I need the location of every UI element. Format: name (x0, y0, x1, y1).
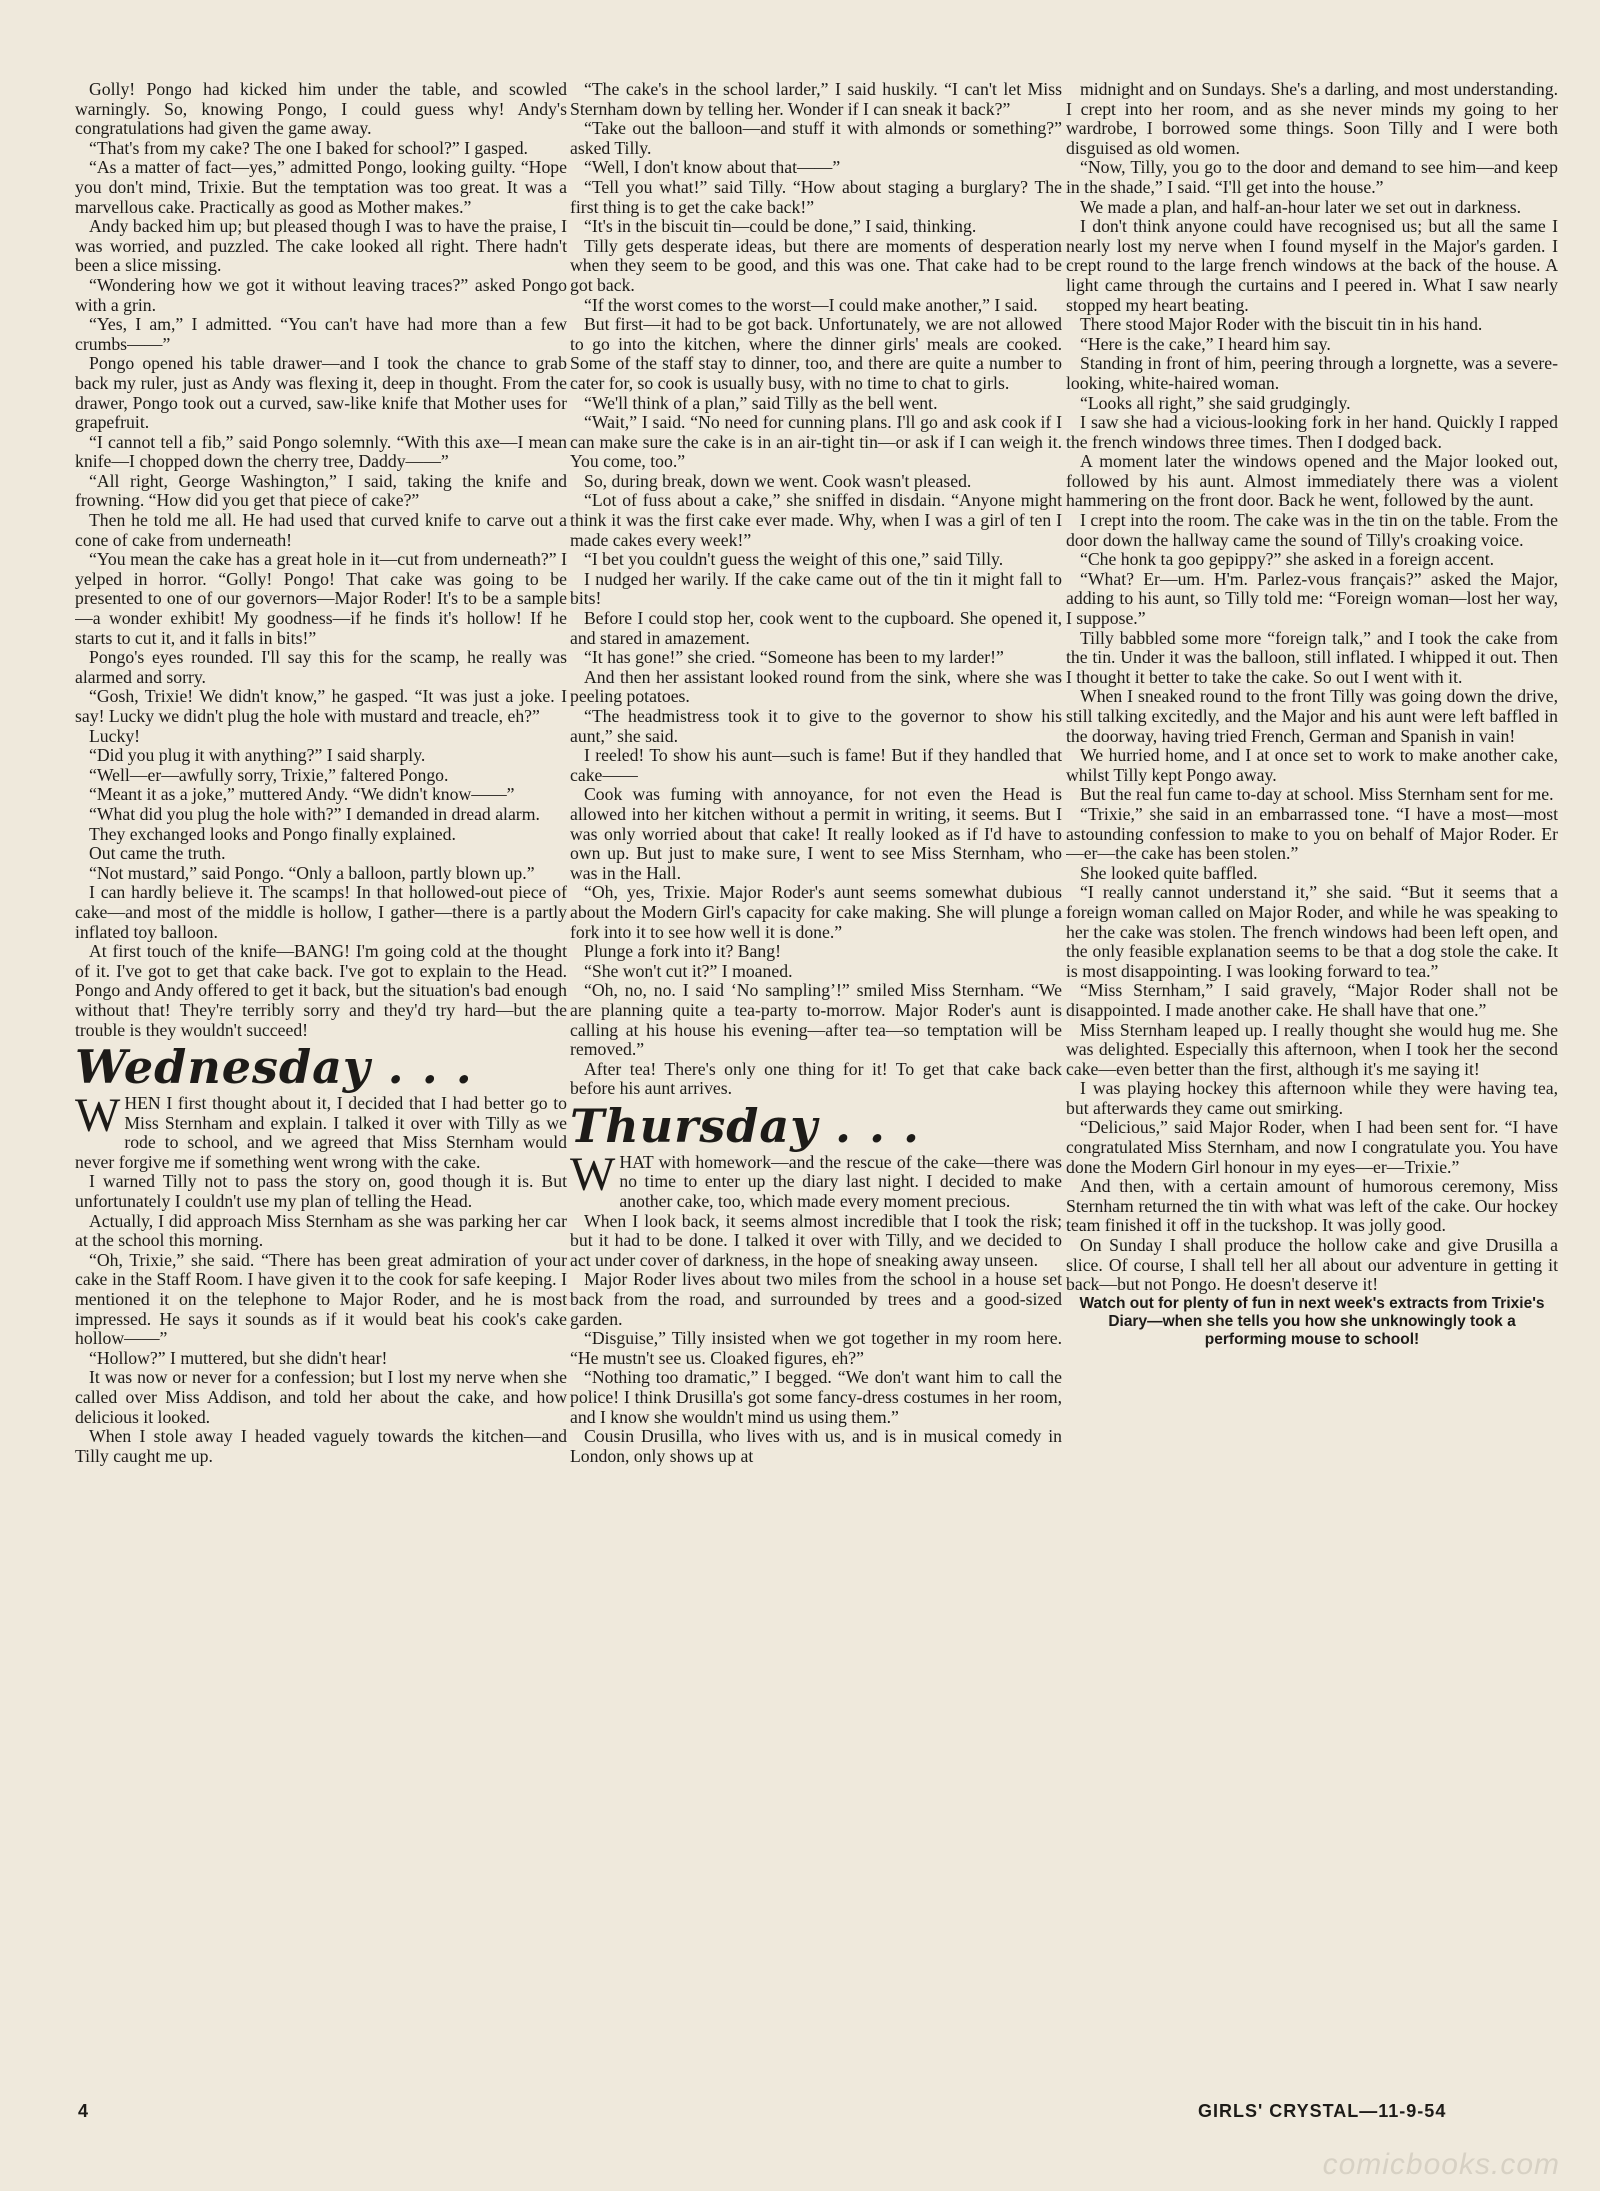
column-1-story (75, 80, 567, 1040)
column-3-story (1066, 80, 1558, 1295)
story-paragraph: “Looks all right,” she said grudgingly. (1080, 392, 1351, 413)
story-paragraph: “Here is the cake,” I heard him say. (1080, 333, 1331, 354)
story-paragraph: After tea! There's only one thing for it! To get that cake back before his aunt arrives. (570, 1058, 1062, 1099)
story-paragraph: “What? Er—um. H'm. Parlez-vous français?” asked the Major, adding to his aunt, so Tilly told me: “Foreign woman—lost her way, I suppose.” (1066, 568, 1558, 629)
story-paragraph: I reeled! To show his aunt—such is fame! But if they handled that cake—— (570, 745, 1062, 785)
story-paragraph: Major Roder lives about two miles from the school in a house set back from the road, and surrounded by trees and a good-sized garden. (570, 1269, 1062, 1329)
story-paragraph: “She won't cut it?” I moaned. (584, 960, 793, 981)
story-paragraph: It was now or never for a confession; but I lost my nerve when she called over Miss Addison, and told her about the cake, and how delicious it looked. (75, 1367, 567, 1427)
story-paragraph: Pongo opened his table drawer—and I took the chance to grab back my ruler, just as Andy was flexing it, deep in thought. From the drawer, Pongo took out a curved, saw-like knife that Mother uses for grapefruit. (75, 353, 567, 433)
column-2-story (570, 80, 1062, 1099)
story-paragraph: “Take out the balloon—and stuff it with almonds or something?” asked Tilly. (570, 118, 1062, 158)
story-paragraph: “It's in the biscuit tin—could be done,” I said, thinking. (584, 216, 977, 237)
story-paragraph: “We'll think of a plan,” said Tilly as the bell went. (584, 392, 938, 413)
story-paragraph: But first—it had to be got back. Unfortunately, we are not allowed to go into the kitchen, where the dinner girls' meals are cooked. Some of the staff stay to dinner, too, and there are quite a number to cater for, so cook is usually busy, with no time to chat to girls. (570, 314, 1062, 393)
story-paragraph: “I cannot tell a fib,” said Pongo solemnly. “With this axe—I mean knife—I chopped down the cherry tree, Daddy——” (75, 431, 567, 472)
story-paragraph: A moment later the windows opened and the Major looked out, followed by his aunt. Almost immediately there was a violent hammering on the front door. Back he went, followed by the aunt. (1066, 451, 1558, 511)
story-paragraph: “You mean the cake has a great hole in it—cut from underneath?” I yelped in horror. “Golly! Pongo! That cake was going to be presented to one of our governors—Major Roder! It's to be a sample—a wonder exhibit! My goodness—if he finds it's hollow! If he starts to cut it, and it falls in bits!” (75, 549, 567, 648)
story-paragraph: “Che honk ta goo gepippy?” she asked in a foreign accent. (1080, 549, 1495, 570)
story-paragraph: “The headmistress took it to give to the governor to show his aunt,” she said. (570, 706, 1062, 746)
story-paragraph: Before I could stop her, cook went to the cupboard. She opened it, and stared in amazement. (570, 608, 1062, 648)
story-paragraph: “The cake's in the school larder,” I said huskily. “I can't let Miss Sternham down by telling her. Wonder if I can sneak it back?” (570, 80, 1062, 119)
story-paragraph: Tilly gets desperate ideas, but there are moments of desperation when they seem to be good, and this was one. That cake had to be got back. (570, 235, 1062, 295)
story-paragraph: “As a matter of fact—yes,” admitted Pongo, looking guilty. “Hope you don't mind, Trixie. But the temptation was too great. It was a marvellous cake. Practically as good as Mother makes.” (75, 157, 567, 217)
story-paragraph: Plunge a fork into it? Bang! (584, 941, 781, 962)
story-paragraph: “It has gone!” she cried. “Someone has been to my larder!” (584, 647, 1004, 668)
story-paragraph: “Gosh, Trixie! We didn't know,” he gasped. “It was just a joke. I say! Lucky we didn't plug the hole with mustard and treacle, eh?” (75, 686, 567, 726)
story-paragraph: Out came the truth. (89, 843, 226, 864)
story-paragraph: And then, with a certain amount of humorous ceremony, Miss Sternham returned the tin with what was left of the cake. Our hockey team finished it off in the tuckshop. It was jolly good. (1066, 1176, 1558, 1236)
story-paragraph: midnight and on Sundays. She's a darling, and most understanding. I crept into her room, and as she never minds my going to her wardrobe, I borrowed some things. Soon Tilly and I were both disguised as old women. (1066, 80, 1558, 158)
story-paragraph: “Not mustard,” said Pongo. “Only a balloon, partly blown up.” (89, 862, 535, 883)
story-paragraph: She looked quite baffled. (1080, 862, 1258, 883)
column-3 (1066, 80, 1558, 2090)
story-paragraph: When I stole away I headed vaguely towards the kitchen—and Tilly caught me up. (75, 1426, 567, 1466)
story-paragraph: “Yes, I am,” I admitted. “You can't have had more than a few crumbs——” (75, 314, 567, 354)
heading-wednesday: Wednesday . . . (75, 1040, 473, 1095)
story-paragraph: “Wait,” I said. “No need for cunning plans. I'll go and ask cook if I can make sure the cake is in an air-tight tin—or ask if I can weigh it. You come, too.” (570, 412, 1062, 472)
story-paragraph: There stood Major Roder with the biscuit tin in his hand. (1080, 314, 1483, 335)
story-paragraph: I saw she had a vicious-looking fork in her hand. Quickly I rapped the french windows three times. Then I dodged back. (1066, 412, 1558, 452)
story-paragraph: “Now, Tilly, you go to the door and demand to see him—and keep in the shade,” I said. “I'll get into the house.” (1066, 157, 1558, 197)
story-paragraph: I warned Tilly not to pass the story on, good though it is. But unfortunately I couldn't use my plan of telling the Head. (75, 1171, 567, 1212)
story-paragraph: On Sunday I shall produce the hollow cake and give Drusilla a slice. Of course, I shall tell her all about our adventure in getting it back—but not Pongo. He doesn't deserve it! (1066, 1235, 1558, 1295)
story-paragraph: I nudged her warily. If the cake came out of the tin it might fall to bits! (570, 568, 1062, 609)
story-paragraph: Andy backed him up; but pleased though I was to have the praise, I was worried, and puzzled. The cake looked all right. There hadn't been a slice missing. (75, 216, 567, 276)
story-paragraph: Actually, I did approach Miss Sternham as she was parking her car at the school this morning. (75, 1210, 567, 1251)
story-paragraph: “Wondering how we got it without leaving traces?” asked Pongo with a grin. (75, 274, 567, 315)
site-watermark: comicbooks.com (1322, 2148, 1560, 2181)
story-paragraph: “Meant it as a joke,” muttered Andy. “We didn't know——” (89, 784, 515, 805)
heading-thursday: Thursday . . . (570, 1098, 921, 1153)
story-paragraph: Golly! Pongo had kicked him under the table, and scowled warningly. So, knowing Pongo, I could guess why! Andy's congratulations had given the game away. (75, 80, 567, 139)
column-2 (570, 80, 1062, 2090)
column-1 (75, 80, 567, 2090)
story-paragraph: “I really cannot understand it,” she said. “But it seems that a foreign woman called on Major Roder, and while he was speaking to her the cake was stolen. The french windows had been left open, and the only feasible explanation seems to be that a dog stole the cake. It is most disappointing. I was looking forward to tea.” (1066, 882, 1558, 981)
story-paragraph: Lucky! (89, 725, 141, 746)
story-paragraph: “Trixie,” she said in an embarrassed tone. “I have a most—most astounding confession to make to you on behalf of Major Roder. Er—er—the cake has been stolen.” (1066, 803, 1558, 864)
story-paragraph: And then her assistant looked round from the sink, where she was peeling potatoes. (570, 666, 1062, 707)
story-paragraph: When I sneaked round to the front Tilly was going down the drive, still talking excitedly, and the Major and his aunt were left baffled in the doorway, having tried French, German and Spanish in vain! (1066, 686, 1558, 746)
story-paragraph: WHAT with homework—and the rescue of the cake—there was no time to enter up the diary last night. I decided to make another cake, too, which made every moment precious. (570, 1147, 1062, 1212)
story-paragraph: So, during break, down we went. Cook wasn't pleased. (584, 470, 972, 491)
story-paragraph: I crept into the room. The cake was in the tin on the table. From the door down the hallway came the sound of Tilly's croaking voice. (1066, 510, 1558, 550)
story-paragraph: I don't think anyone could have recognised us; but all the same I nearly lost my nerve when I found myself in the Major's garden. I crept round to the large french windows at the back of the house. A light came through the curtains and I peered in. What I saw nearly stopped my heart beating. (1066, 216, 1558, 315)
story-paragraph: At first touch of the knife—BANG! I'm going cold at the thought of it. I've got to get that cake back. I've got to explain to the Head. Pongo and Andy offered to get it back, but the situation's bad enough without that! They're terribly sorry and they'd try hard—but the trouble is they wouldn't succeed! (75, 941, 567, 1040)
story-paragraph: We hurried home, and I at once set to work to make another cake, whilst Tilly kept Pongo away. (1066, 745, 1558, 785)
story-paragraph: When I look back, it seems almost incredible that I took the risk; but it had to be done. I talked it over with Tilly, and we decided to act under cover of darkness, in the hope of sneaking away unseen. (570, 1210, 1062, 1270)
story-paragraph: “Hollow?” I muttered, but she didn't hear! (89, 1347, 388, 1368)
next-week-promo: Watch out for plenty of fun in next week's extracts from Trixie's Diary—when she tells you how she unknowingly took a performing mouse to school! (1079, 1294, 1545, 1348)
story-paragraph: “Oh, no, no. I said ‘No sampling’!” smiled Miss Sternham. “We are planning quite a tea-party to-morrow. Major Roder's aunt is calling at his house his evening—after tea—so temptation will be removed.” (570, 980, 1062, 1060)
story-paragraph: Cook was fuming with annoyance, for not even the Head is allowed into her kitchen without a permit in writing, it seems. But I was only worried about that cake! It really looked as if I'd have to own up. But just to make sure, I went to see Miss Sternham, who was in the Hall. (570, 784, 1062, 883)
story-paragraph: “If the worst comes to the worst—I could make another,” I said. (584, 294, 1038, 315)
story-paragraph: Standing in front of him, peering through a lorgnette, was a severe-looking, white-haired woman. (1066, 353, 1558, 393)
story-paragraph: “Miss Sternham,” I said gravely, “Major Roder shall not be disappointed. I made another cake. He shall have that one.” (1066, 980, 1558, 1020)
story-paragraph: But the real fun came to-day at school. Miss Sternham sent for me. (1080, 784, 1554, 805)
story-paragraph: “Delicious,” said Major Roder, when I had been sent for. “I have congratulated Miss Sternham, and now I congratulate you. You have done the Modern Girl honour in my eyes—er—Trixie.” (1066, 1117, 1558, 1177)
story-paragraph: They exchanged looks and Pongo finally explained. (89, 823, 456, 844)
page-number: 4 (78, 2101, 89, 2121)
story-paragraph: Cousin Drusilla, who lives with us, and is in musical comedy in London, only shows up at (570, 1426, 1062, 1466)
story-paragraph: “Tell you what!” said Tilly. “How about staging a burglary? The first thing is to get the cake back!” (570, 176, 1062, 217)
story-paragraph: I was playing hockey this afternoon while they were having tea, but afterwards they came out smirking. (1066, 1078, 1558, 1118)
story-paragraph: “Did you plug it with anything?” I said sharply. (89, 745, 426, 766)
magazine-issue-footer: GIRLS' CRYSTAL—11-9-54 (1198, 2101, 1447, 2121)
story-paragraph: “Lot of fuss about a cake,” she sniffed in disdain. “Anyone might think it was the first cake ever made. Why, when I was a girl of ten I made cakes every week!” (570, 490, 1062, 550)
story-paragraph: “Disguise,” Tilly insisted when we got together in my room here. “He mustn't see us. Cloaked figures, eh?” (570, 1328, 1062, 1368)
story-paragraph: “I bet you couldn't guess the weight of this one,” said Tilly. (584, 549, 1004, 570)
story-paragraph: “Nothing too dramatic,” I begged. “We don't want him to call the police! I think Drusilla's got some fancy-dress costumes in her room, and I know she wouldn't mind us using them.” (570, 1367, 1062, 1427)
story-paragraph: “Well, I don't know about that——” (584, 157, 841, 178)
story-paragraph: Tilly babbled some more “foreign talk,” and I took the cake from the tin. Under it was the balloon, still inflated. I whipped it out. Then I thought it better to take the cake. So out I went with it. (1066, 627, 1558, 687)
story-paragraph: I can hardly believe it. The scamps! In that hollowed-out piece of cake—and most of the middle is hollow, I gather—there is a partly inflated toy balloon. (75, 882, 567, 942)
story-paragraph: Then he told me all. He had used that curved knife to carve out a cone of cake from underneath! (75, 510, 567, 550)
story-paragraph: “That's from my cake? The one I baked for school?” I gasped. (89, 137, 528, 158)
story-paragraph: “Well—er—awfully sorry, Trixie,” faltered Pongo. (89, 764, 449, 785)
story-paragraph: We made a plan, and half-an-hour later we set out in darkness. (1080, 196, 1522, 217)
story-paragraph: WHEN I first thought about it, I decided that I had better go to Miss Sternham and explain. I talked it over with Tilly as we rode to school, and we agreed that Miss Sternham would never forgive me if something went wrong with the cake. (75, 1089, 567, 1172)
column-2-story-continued (570, 1147, 1062, 1467)
column-1-story-continued (75, 1089, 567, 1466)
story-paragraph: Miss Sternham leaped up. I really thought she would hug me. She was delighted. Especially this afternoon, when I took her the second cake—even better than the first, although it's me saying it! (1066, 1019, 1558, 1079)
story-paragraph: “Oh, Trixie,” she said. “There has been great admiration of your cake in the Staff Room. I have given it to the cook for safe keeping. I mentioned it on the telephone to Major Roder, and he is most impressed. He says it sounds as if it would beat his cook's cake hollow——” (75, 1249, 567, 1349)
story-paragraph: “What did you plug the hole with?” I demanded in dread alarm. (89, 803, 540, 824)
story-paragraph: “Oh, yes, Trixie. Major Roder's aunt seems somewhat dubious about the Modern Girl's capacity for cake making. She will plunge a fork into it to see how well it is done.” (570, 882, 1062, 942)
story-paragraph: Pongo's eyes rounded. I'll say this for the scamp, he really was alarmed and sorry. (75, 647, 567, 687)
story-paragraph: “All right, George Washington,” I said, taking the knife and frowning. “How did you get that piece of cake?” (75, 470, 567, 511)
